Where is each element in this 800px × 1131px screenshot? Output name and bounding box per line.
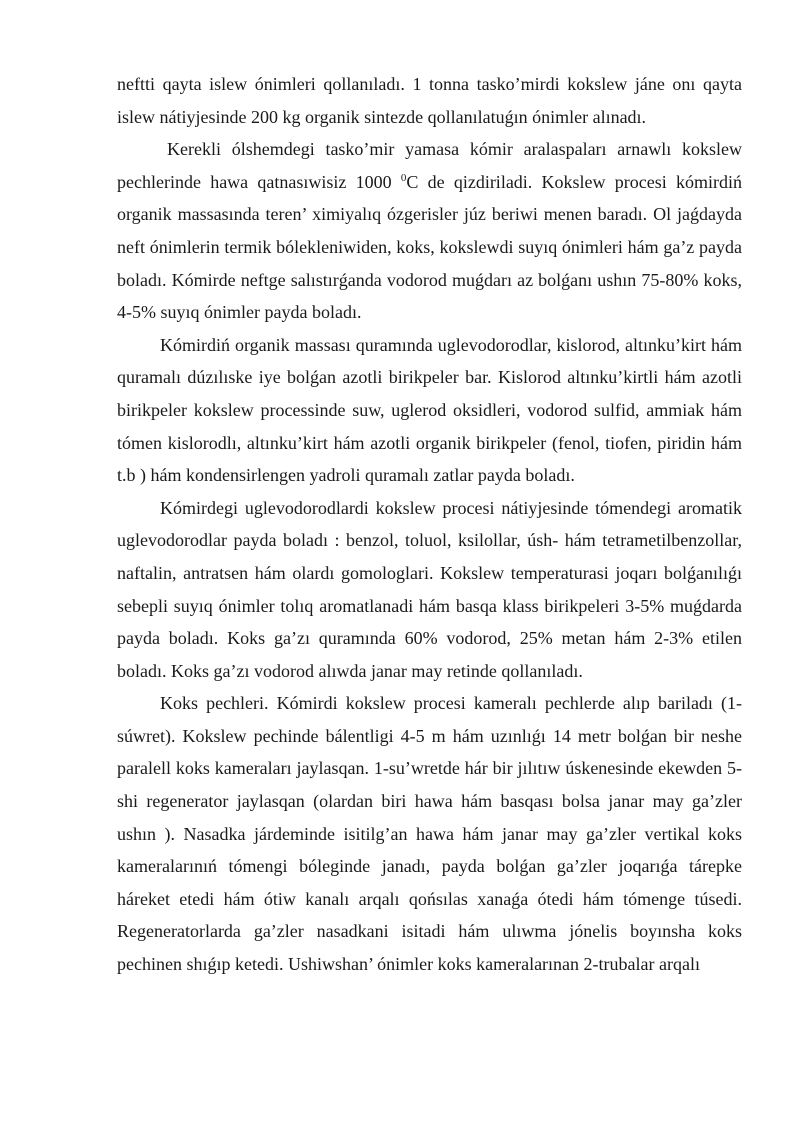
paragraph-2-text-a: Kerekli ólshemdegi tasko’mir yamasa kómir aralaspaları arnawlı kokslew pechlerinde hawa qatnasıwisiz 1000 [117, 139, 742, 192]
paragraph-1: neftti qayta islew ónimleri qollanıladı. 1 tonna tasko’mirdi kokslew jáne onı qayta islew nátiyjesinde 200 kg organik sintezde qollanılatuǵın ónimler alınadı. [117, 74, 742, 127]
paragraph-4: Kómirdegi uglevodorodlardi kokslew procesi nátiyjesinde tómendegi aromatik uglevodorodlar payda boladı : benzol, toluol, ksilollar, úsh- hám tetrametilbenzollar, naftalin, antratsen hám olardı gomologlari. Kokslew temperaturasi joqarı bolǵanılıǵı sebepli suyıq ónimler tolıq aromatlanadi hám basqa klass birikpeleri 3-5% muǵdarda payda boladı. Koks ga’zı quramında 60% vodorod, 25% metan hám 2-3% etilen boladı. Koks ga’zı vodorod alıwda janar may retinde qollanıladı. [117, 497, 742, 681]
document-page [117, 68, 742, 981]
paragraph-3: Kómirdiń organik massası quramında uglevodorodlar, kislorod, altınku’kirt hám quramalı dúzılıske iye bolǵan azotli birikpeler bar. Kislorod altınku’kirtli hám azotli birikpeler kokslew processinde suw, uglerod oksidleri, vodorod sulfid, ammiak hám tómen kislorodlı, altınku’kirt hám azotli organik birikpeler (fenol, tiofen, piridin hám t.b ) hám kondensirlengen yadroli quramalı zatlar payda boladı. [117, 334, 742, 486]
paragraph-5: Koks pechleri. Kómirdi kokslew procesi kameralı pechlerde alıp bariladı (1-súwret). Kokslew pechinde bálentligi 4-5 m hám uzınlıǵı 14 metr bolǵan bir neshe paralell koks kameraları jaylasqan. 1-su’wretde hár bir jılıtıw úskenesinde ekewden 5-shi regenerator jaylasqan (olardan biri hawa hám basqası bolsa janar may ga’zler ushın ). Nasadka járdeminde isitilg’an hawa hám janar may ga’zler vertikal koks kameralarınıń tómengi bóleginde janadı, payda bolǵan ga’zler joqarıǵa tárepke háreket etedi hám ótiw kanalı arqalı qońsılas xanaǵa ótedi hám tómenge túsedi. Regeneratorlarda ga’zler nasadkani isitadi hám ulıwma jónelis boyınsha koks pechinen shıǵıp ketedi. Ushiwshan’ ónimler koks kameralarınan 2-trubalar arqalı [117, 693, 742, 975]
degree-superscript: 0 [400, 171, 407, 184]
paragraph-2-text-b: C de qizdiriladi. Kokslew procesi kómirdiń organik massasında teren’ ximiyalıq ózgerisler júz beriwi menen baradı. Ol jaǵdayda neft ónimlerin termik bólekleniwiden, koks, kokslewdi suyıq ónimleri hám ga’z payda boladı. Kómirde neftge salıstırǵanda vodorod muǵdarı az bolǵanı ushın 75-80% koks, 4-5% suyıq ónimler payda boladı. [117, 171, 742, 323]
paragraph-2 [117, 133, 742, 329]
